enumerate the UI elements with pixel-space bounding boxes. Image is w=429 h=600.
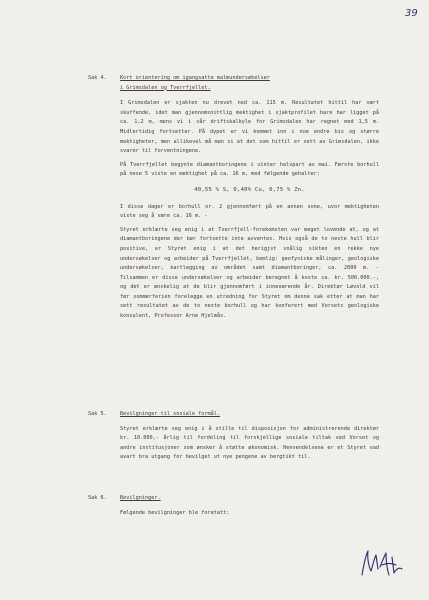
section-number: Sak 5. xyxy=(88,411,107,417)
section-sak-4 xyxy=(88,74,379,326)
section-title-line: Bevilgninger til sosiale formål. xyxy=(120,411,220,417)
page-number: 39 xyxy=(405,8,418,19)
paragraph: Følgende bevilgninger ble foretatt: xyxy=(120,509,230,516)
handwritten-initials xyxy=(356,545,406,581)
paragraph: På Tverrfjellet begynte diamantboringene i vinter halvpart av mai. Første borhull på nese 5 viste en mektighet på ca. 16 m, med følgende gehalter: xyxy=(120,161,379,178)
paragraph: I Grimsdalen er sjakten nu drevet ned ca. 115 m. Resultatet hittil har vært skuffende, idet man gjennomsnittlig mektighet i sjaktprofilet bare har ligget på ca. 1,2 m, mens vi i vår driftskalkyle for Grimsdalen har regnet med 1,5 m. Midlertidig fortsetter. På dypet er vi kommet inn i noe endre bis og større mektigheter, men allikevel må man si at det som hittil er sett av Grimsdalen, ikke svarer til forventningene. xyxy=(120,100,379,155)
paragraph: Styret erklærte seg enig i at Tverrfjell-forekomsten var meget lovende at, og at diamantboringene der bør fortsette inte avventes. Hvis også de to neste hull blir positive, er Styret enig i at det herigjst snålig sikten en rekke nye undersøkelser og arbeider på Tverrfjellet, bemlig: geofysiske målinger, geologiske undersøkelser, kartlegging av området samt diamantboringer, ca. 2000 m. - Tilsammen er disse undersøkelser og arbeider beregnet å koste ca. kr. 500.000.-, og det er ønskelig at de blir gjennomført i inneværende år. Direktør Løvold vil før sommerferien forelegge en utredning for Styret om denne sak etter at man har sett resultatet av de to neste borhull og har konferert med Vorsets geologiske konsulent, Professor Arne Hjelmås. xyxy=(120,226,379,320)
section-body xyxy=(120,494,379,518)
assay-values: 40,55 % S, 0,40% Cu, 0,75 % Zn. xyxy=(194,186,305,193)
section-sak-5 xyxy=(88,410,379,467)
section-body xyxy=(120,410,379,463)
section-title-line: i Grimsdalen og Tverrfjellet. xyxy=(120,84,211,91)
section-body xyxy=(120,74,379,322)
paragraph: I disse dager er borhull nr. 2 gjennomført på en annen sone, uvor mektigheten viste seg å være ca. 16 m. - xyxy=(120,203,379,220)
section-number: Sak 6. xyxy=(88,495,107,501)
section-title-line: Bevilgninger. xyxy=(120,495,161,501)
section-number: Sak 4. xyxy=(88,75,107,81)
section-sak-6 xyxy=(88,494,379,522)
paragraph: Styret erklærte seg enig i å stille til disposisjon for administrerende direktør kr. 10.000,- årlig til fordeling til forskjellige sosiale tiltak ved Vorset og andre institusjoner som ønsker å støtte økonomisk. Henvendelsene er et Styret vad avart bra utgang for bevilget ut nye pengene av bergtikt til. xyxy=(120,425,379,461)
section-title-line: Kort orientering om igangsatte malmundersøkelser xyxy=(120,75,270,81)
